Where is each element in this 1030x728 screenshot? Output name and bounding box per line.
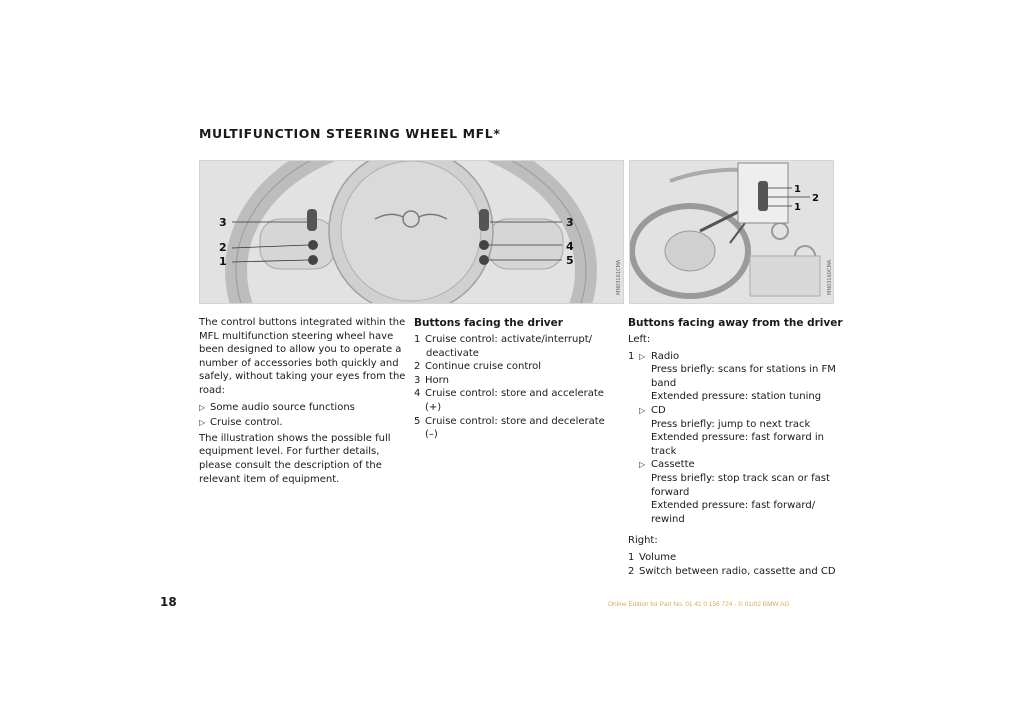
steering-wheel-rear-illustration xyxy=(629,160,834,304)
intro-bullet-list xyxy=(199,401,407,430)
bullet-triangle-icon: ▷ xyxy=(639,351,646,361)
steering-wheel-rear-drawing xyxy=(630,161,833,303)
radio-function: 1 ▷ Radio Press briefly: scans for stations in FM band Extended pressure: station tuning xyxy=(628,350,836,403)
steering-wheel-illustration xyxy=(199,160,624,304)
rear-callout-1-top: 1 xyxy=(794,184,801,195)
driver-buttons-list xyxy=(414,333,619,442)
steering-wheel-drawing xyxy=(200,161,623,303)
driver-buttons-column xyxy=(414,316,619,442)
figure-code-left: MN03161CMA xyxy=(616,259,622,295)
list-item: 2 Switch between radio, cassette and CD xyxy=(628,565,836,577)
list-item: 3 Horn xyxy=(414,374,449,386)
equipment-note: The illustration shows the possible full equipment level. For further details, please consult the description of the relevant item of equipment. xyxy=(199,432,391,485)
figure-code-right: MN03160CMA xyxy=(827,259,833,295)
callout-left-3: 3 xyxy=(219,216,227,229)
list-item: 1 Cruise control: activate/interrupt/ deactivate xyxy=(414,334,592,359)
page-title: MULTIFUNCTION STEERING WHEEL MFL* xyxy=(199,126,501,141)
intro-paragraph: The control buttons integrated within the MFL multifunction steering wheel have been designed to allow you to operate a number of accessories both quickly and safely, without taking your eyes from the road: xyxy=(199,317,406,396)
intro-column xyxy=(199,316,407,489)
callout-left-2: 2 xyxy=(219,241,227,254)
rear-callout-1-bottom: 1 xyxy=(794,202,801,213)
away-buttons-heading: Buttons facing away from the driver xyxy=(628,317,843,329)
left-label: Left: xyxy=(628,334,651,345)
bullet-triangle-icon: ▷ xyxy=(199,402,206,412)
callout-right-3: 3 xyxy=(566,216,574,229)
bullet-triangle-icon: ▷ xyxy=(639,460,646,470)
bullet-triangle-icon: ▷ xyxy=(199,418,206,428)
list-item: ▷ Some audio source functions xyxy=(199,401,355,413)
callout-right-5: 5 xyxy=(566,254,574,267)
callout-right-4: 4 xyxy=(566,240,574,253)
right-buttons-list xyxy=(628,551,843,578)
cd-function: ▷ CD Press briefly: jump to next track Extended pressure: fast forward in track xyxy=(639,404,825,457)
bullet-triangle-icon: ▷ xyxy=(639,405,646,415)
callout-left-1: 1 xyxy=(219,255,227,268)
list-item: 4 Cruise control: store and accelerate (+) xyxy=(414,388,604,413)
list-item: ▷ Cruise control. xyxy=(199,417,283,429)
list-item: 1 Volume xyxy=(628,551,677,563)
away-buttons-column xyxy=(628,316,843,578)
rear-callout-2: 2 xyxy=(812,193,819,204)
page-number: 18 xyxy=(160,595,177,609)
driver-buttons-heading: Buttons facing the driver xyxy=(414,317,563,329)
footer-edition-note: Online Edition for Part No. 01 41 0 156 724 - © 01/02 BMW AG xyxy=(608,601,790,608)
cassette-function: ▷ Cassette Press briefly: stop track scan or fast forward Extended pressure: fast forward/ rewind xyxy=(639,459,830,525)
right-label: Right: xyxy=(628,535,658,547)
list-item: 2 Continue cruise control xyxy=(414,361,542,373)
list-item: 5 Cruise control: store and decelerate (–) xyxy=(414,415,605,441)
